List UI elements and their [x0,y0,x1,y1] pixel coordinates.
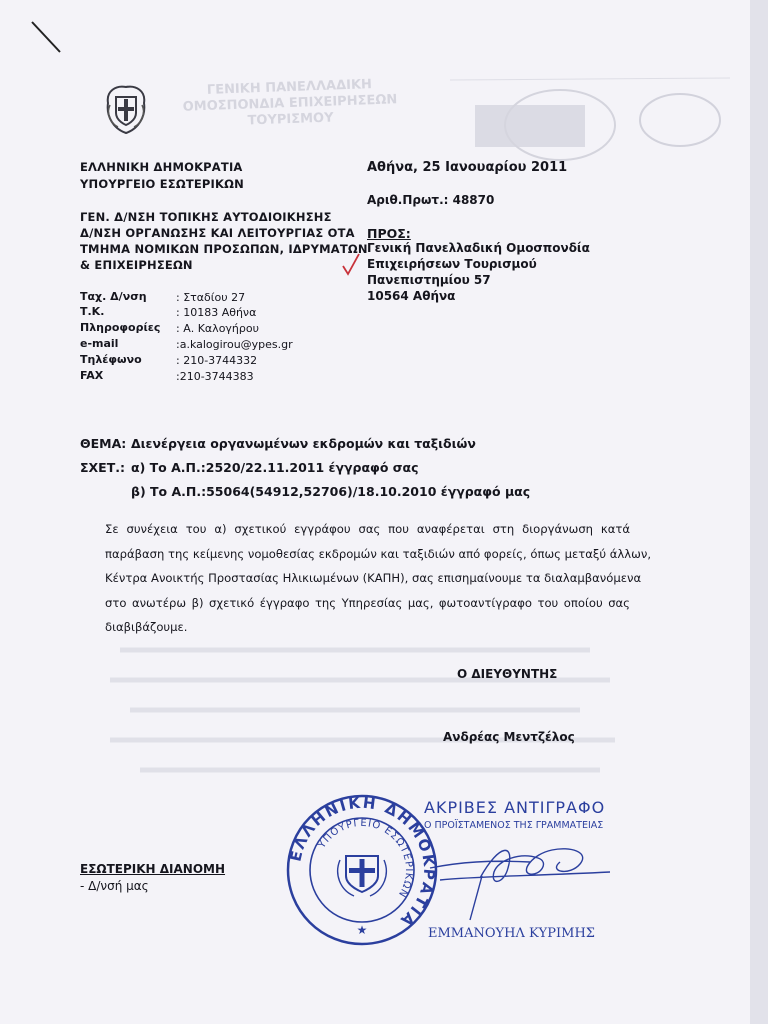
reference-label: ΣΧΕΤ.: [80,460,125,475]
contact-value-address: : Σταδίου 27 [176,291,246,304]
date-line: Αθήνα, 25 Ιανουαρίου 2011 [367,160,568,175]
contact-value-phone: : 210-3744332 [176,354,258,367]
dept-line-1: ΓΕΝ. Δ/ΝΣΗ ΤΟΠΙΚΗΣ ΑΥΤΟΔΙΟΙΚΗΣΗΣ [80,210,332,224]
dept-line-3: ΤΜΗΜΑ ΝΟΜΙΚΩΝ ΠΡΟΣΩΠΩΝ, ΙΔΡΥΜΑΤΩΝ [80,242,368,256]
contact-label-email: e-mail [80,337,119,350]
reference-a: α) Το Α.Π.:2520/22.11.2011 έγγραφό σας [131,460,419,475]
official-stamp [282,790,442,950]
pen-mark [28,18,68,58]
handwritten-signature [420,832,620,922]
republic-heading: ΕΛΛΗΝΙΚΗ ΔΗΜΟΚΡΑΤΙΑ [80,160,243,174]
body-line-2: παράβαση της κείμενης νομοθεσίας εκδρομών και ταξιδιών από φορείς, όπως μεταξύ άλλων, [105,546,652,561]
recipient-label: ΠΡΟΣ: [367,226,411,241]
scan-edge [750,0,768,1024]
body-line-3: Κέντρα Ανοικτής Προστασίας Ηλικιωμένων (ΚΑΠΗ), σας επισημαίνουμε τα διαλαμβανόμενα [105,571,642,585]
svg-text:★: ★ [356,923,368,937]
svg-text:ΕΛΛΗΝΙΚΗ ΔΗΜΟΚΡΑΤΙΑ: ΕΛΛΗΝΙΚΗ ΔΗΜΟΚΡΑΤΙΑ [286,793,439,931]
distribution-title: ΕΣΩΤΕΡΙΚΗ ΔΙΑΝΟΜΗ [80,862,226,876]
certified-copy-name: ΕΜΜΑΝΟΥΗΛ ΚΥΡΙΜΗΣ [428,926,595,941]
bleed-through-logo [410,60,740,170]
recipient-line-3: Πανεπιστημίου 57 [367,273,491,287]
recipient-line-1: Γενική Πανελλαδική Ομοσπονδία [367,241,590,255]
svg-text:ΥΠΟΥΡΓΕΙΟ ΕΣΩΤΕΡΙΚΩΝ: ΥΠΟΥΡΓΕΙΟ ΕΣΩΤΕΡΙΚΩΝ [316,817,415,900]
recipient-line-4: 10564 Αθήνα [367,289,456,303]
subject-text: Διενέργεια οργανωμένων εκδρομών και ταξιδιών [131,436,476,451]
contact-value-email: :a.kalogirou@ypes.gr [176,338,293,351]
contact-label-address: Ταχ. Δ/νση [80,290,147,303]
body-paragraph [105,517,652,640]
certified-copy-subtitle: Ο ΠΡΟΪΣΤΑΜΕΝΟΣ ΤΗΣ ΓΡΑΜΜΑΤΕΙΑΣ [424,820,604,831]
body-line-1: Σε συνέχεια του α) σχετικού εγγράφου σας που αναφέρεται στη διοργάνωση κατά [105,522,630,536]
ministry-heading: ΥΠΟΥΡΓΕΙΟ ΕΣΩΤΕΡΙΚΩΝ [80,177,244,191]
subject-label: ΘΕΜΑ: [80,436,127,451]
protocol-number: Αριθ.Πρωτ.: 48870 [367,193,495,207]
reference-b: β) Το Α.Π.:55064(54912,52706)/18.10.2010 έγγραφό μας [131,484,531,499]
checkmark-icon [340,252,362,278]
recipient-line-2: Επιχειρήσεων Τουρισμού [367,257,537,271]
contact-label-phone: Τηλέφωνο [80,353,142,366]
contact-value-postcode: : 10183 Αθήνα [176,306,257,319]
body-line-5: διαβιβάζουμε. [105,620,188,634]
bleed-through-text [110,640,630,800]
bleed-through-header: ΓΕΝΙΚΗ ΠΑΝΕΛΛΑΔΙΚΗ ΟΜΟΣΠΟΝΔΙΑ ΕΠΙΧΕΙΡΗΣΕΩΝ ΤΟΥΡΙΣΜΟΥ [182,77,398,129]
dept-line-4: & ΕΠΙΧΕΙΡΗΣΕΩΝ [80,258,193,272]
contact-label-info: Πληροφορίες [80,321,161,334]
director-name: Ανδρέας Μεντζέλος [443,730,575,744]
contact-value-fax: :210-3744383 [176,370,254,383]
contact-label-postcode: Τ.Κ. [80,305,105,318]
body-line-4: στο ανωτέρω β) σχετικό έγγραφο της Υπηρεσίας μας, φωτοαντίγραφο του οποίου σας [105,595,630,610]
dept-line-2: Δ/ΝΣΗ ΟΡΓΑΝΩΣΗΣ ΚΑΙ ΛΕΙΤΟΥΡΓΙΑΣ ΟΤΑ [80,226,355,240]
director-title: Ο ΔΙΕΥΘΥΝΤΗΣ [457,667,558,681]
distribution-item: - Δ/νσή μας [80,879,149,893]
contact-value-info: : Α. Καλογήρου [176,322,259,335]
contact-label-fax: FAX [80,369,104,382]
certified-copy-title: ΑΚΡΙΒΕΣ ΑΝΤΙΓΡΑΦΟ [424,798,606,817]
greek-emblem [102,83,150,135]
